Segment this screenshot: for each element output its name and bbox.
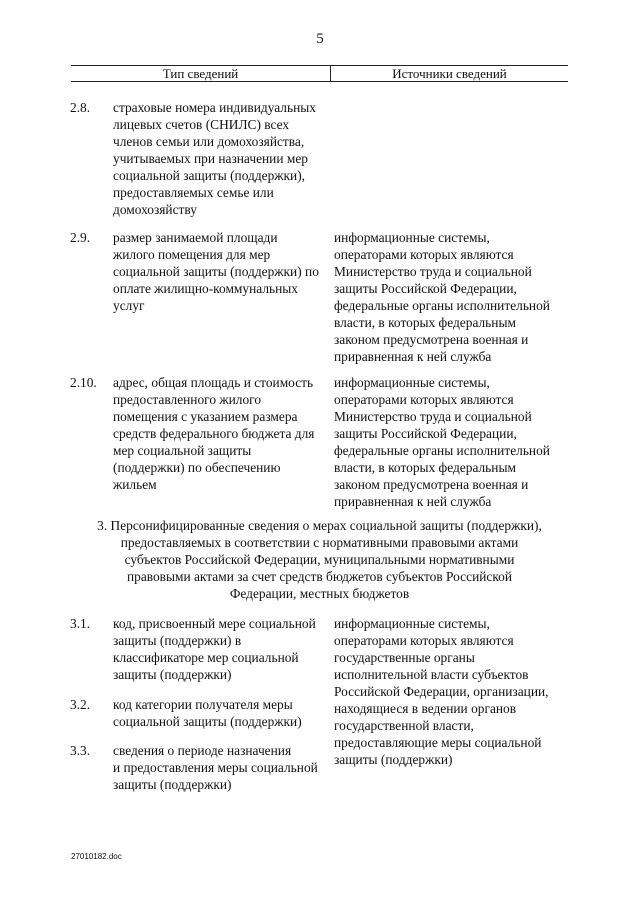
page-number: 5	[316, 31, 324, 47]
row-number: 3.3.	[70, 743, 91, 758]
section-3-heading: 3. Персонифицированные сведения о мерах социальной защиты (поддержки), предоставляемых в соответствии с нормативными правовыми актами субъектов Российской Федерации, муниципальными нормативными правовыми актами за счет средств бюджетов субъектов Российской Федерации, местных бюджетов	[97, 518, 542, 601]
row-number: 3.1.	[70, 616, 91, 631]
row-type-text: адрес, общая площадь и стоимость предоставленного жилого помещения с указанием размера средств федерального бюджета для мер социальной защиты (поддержки) по обеспечению жильем	[113, 375, 315, 492]
row-type-text: код категории получателя меры социальной защиты (поддержки)	[113, 697, 302, 729]
row-number: 2.9.	[70, 230, 91, 245]
section-3-source-text: информационные системы, операторами которых являются государственные органы исполнительной власти субъектов Российской Федерации, организации, находящиеся в ведении органов государственной власти, предоставляющие меры социальной защиты (поддержки)	[334, 616, 549, 767]
row-number: 3.2.	[70, 697, 91, 712]
row-source-text: информационные системы, операторами которых являются Министерство труда и социальной защиты Российской Федерации, федеральные органы исполнительной власти, в которых федеральным законом предусмотрена военная и приравненная к ней служба	[334, 375, 550, 509]
row-source-text: информационные системы, операторами которых являются Министерство труда и социальной защиты Российской Федерации, федеральные органы исполнительной власти, в которых федеральным законом предусмотрена военная и приравненная к ней служба	[334, 230, 550, 364]
row-type-text: размер занимаемой площади жилого помещения для мер социальной защиты (поддержки) по оплате жилищно-коммунальных услуг	[113, 230, 319, 313]
column-header-source: Источники сведений	[392, 66, 507, 81]
row-type-text: сведения о периоде назначения и предоставления меры социальной защиты (поддержки)	[113, 743, 318, 792]
row-type-text: код, присвоенный мере социальной защиты (поддержки) в классификаторе мер социальной защиты (поддержки)	[113, 616, 316, 682]
column-header-type: Тип сведений	[162, 66, 239, 81]
row-number: 2.8.	[70, 100, 91, 115]
document-filename: 27010182.doc	[71, 852, 122, 861]
row-type-text: страховые номера индивидуальных лицевых счетов (СНИЛС) всех членов семьи или домохозяйства, учитываемых при назначении мер социальной защиты (поддержки), предоставляемых семье или домохозяйству	[113, 100, 316, 217]
row-number: 2.10.	[70, 375, 97, 390]
